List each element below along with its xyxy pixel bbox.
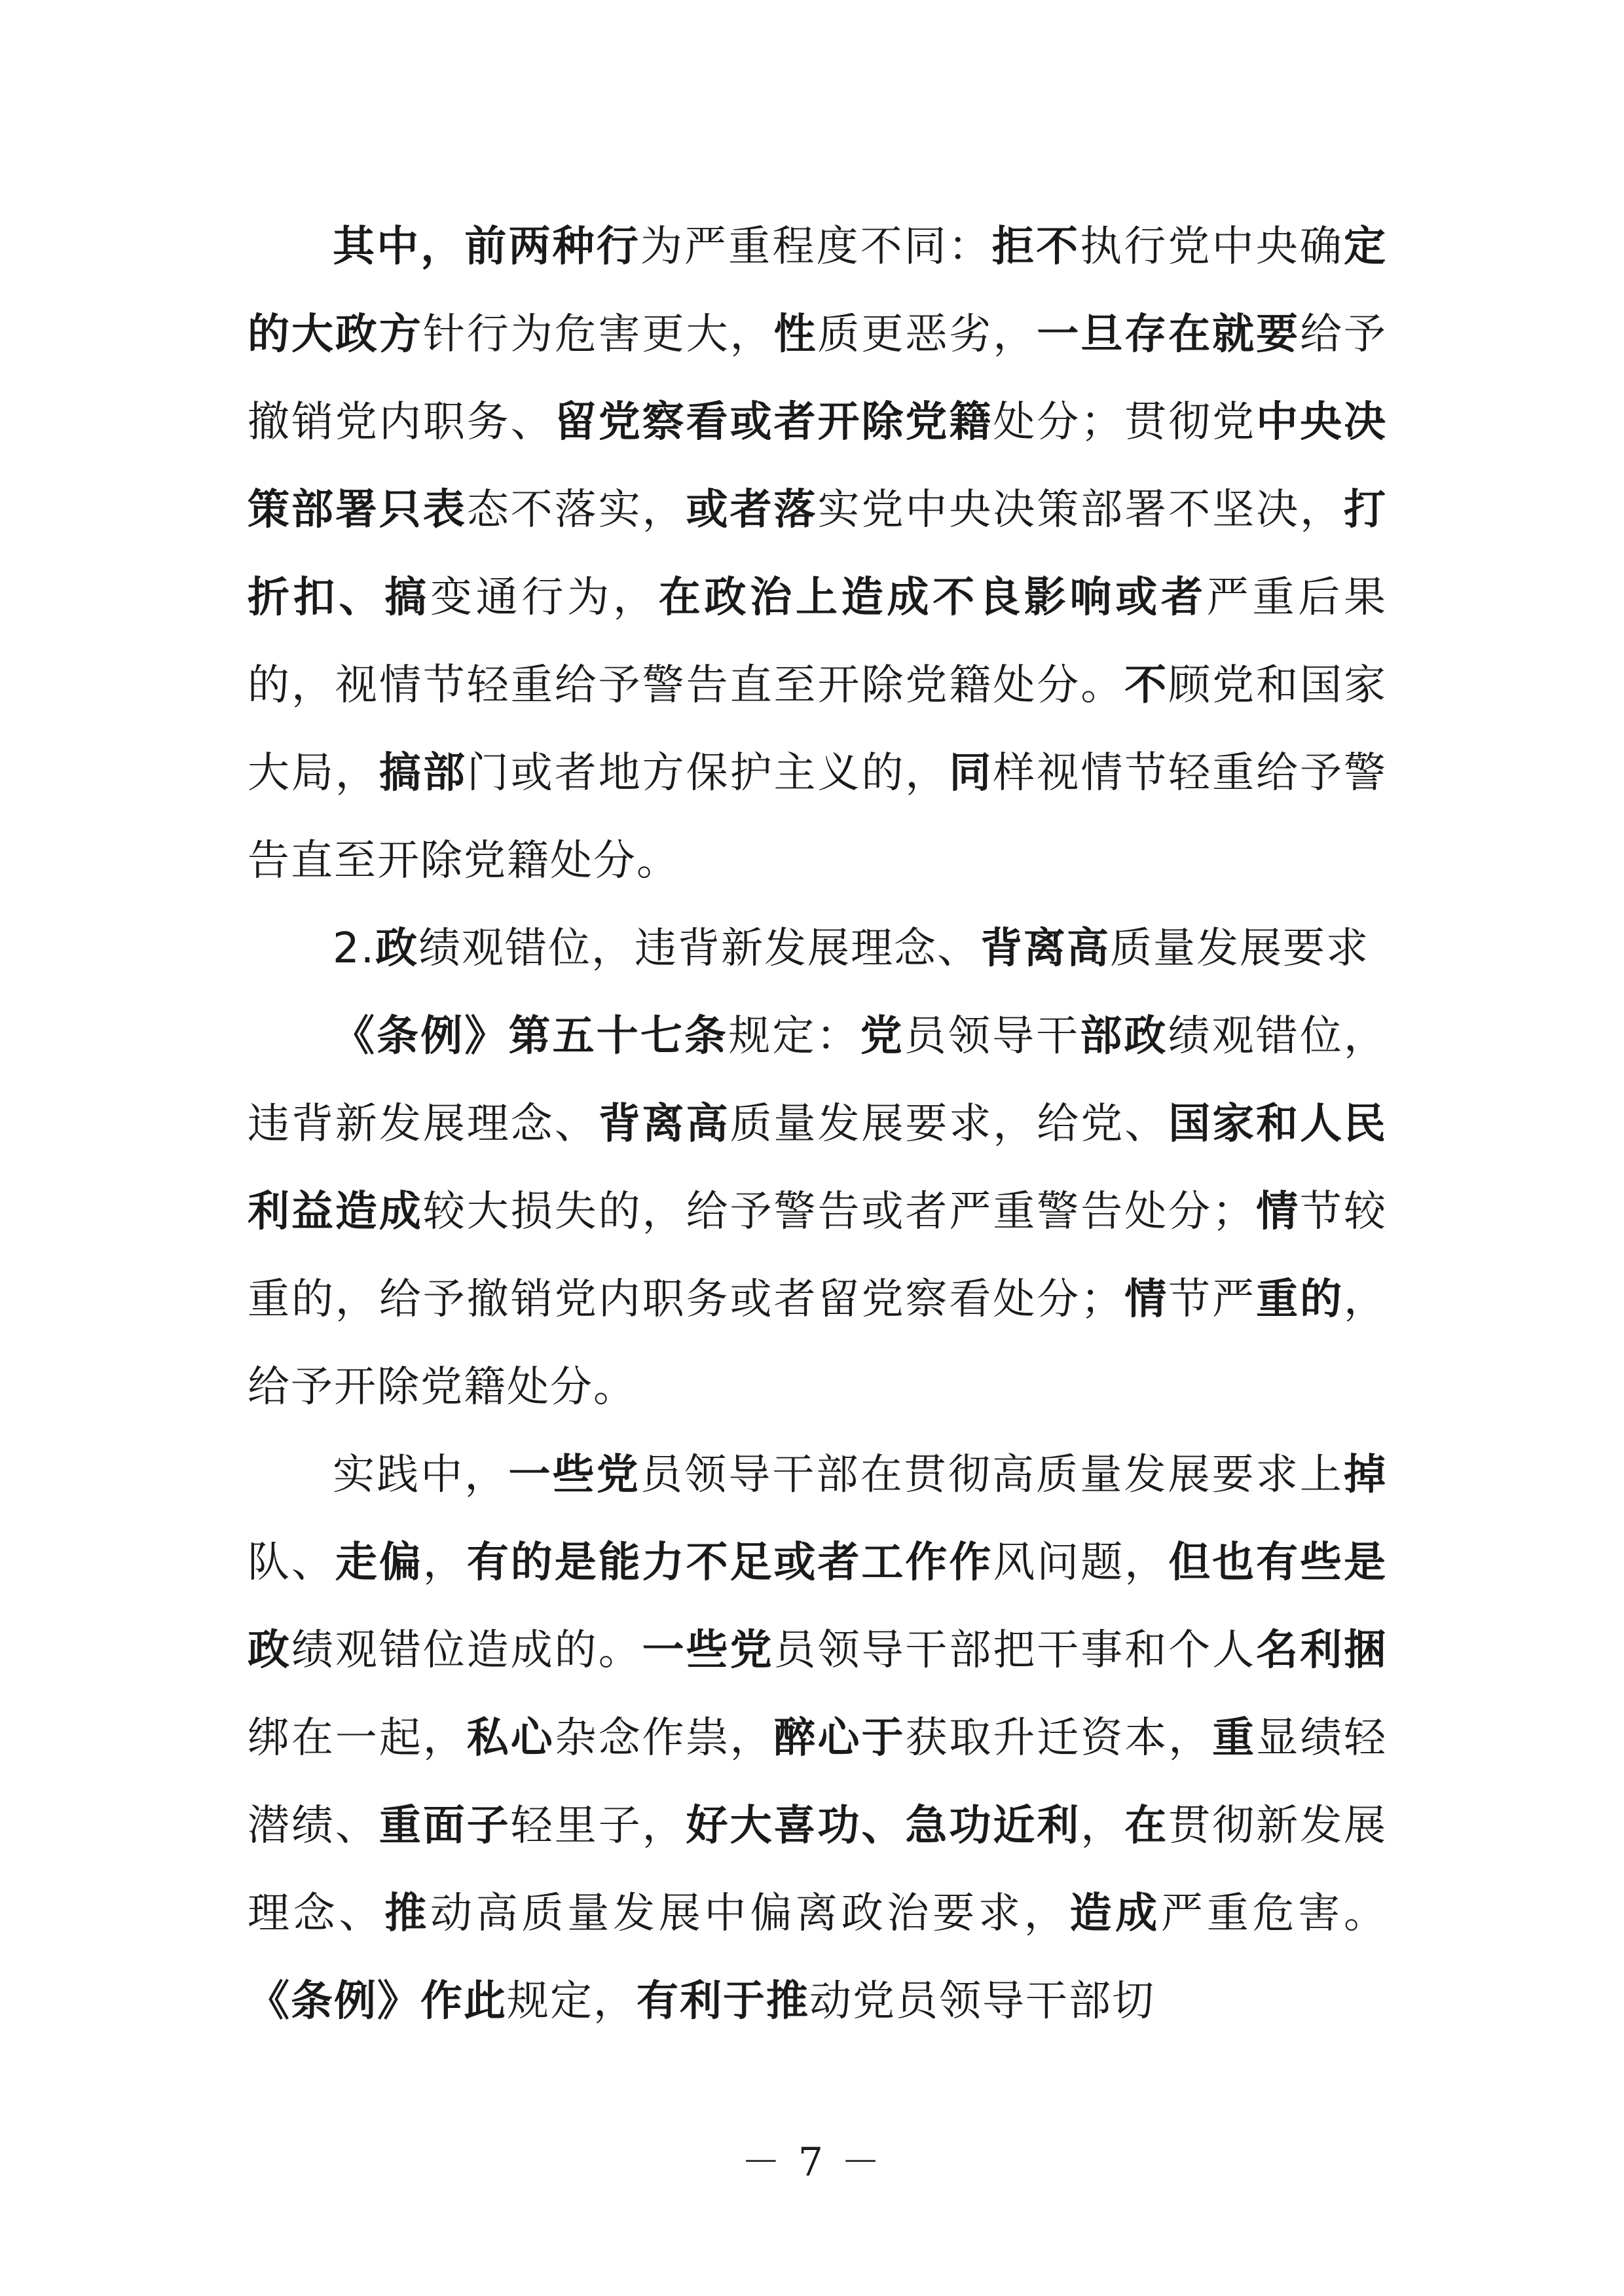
bold-text-run: 造成 [1069, 1889, 1161, 1938]
bold-text-run: 搞部 [378, 749, 467, 797]
bold-text-run: 不 [1124, 661, 1169, 710]
text-run: 质量发展要求 [1110, 924, 1370, 973]
text-run: 样视情节轻重给予警告直至开除党籍处分。 [248, 749, 1388, 885]
bold-text-run: 《条例》第五十七条 [333, 1012, 729, 1061]
text-run: 绩观错位，违背新发展理念、 [418, 924, 981, 973]
bold-text-run: 部政 [1080, 1012, 1168, 1061]
bold-text-run: 一些党 [508, 1451, 640, 1499]
bold-text-run: 其中，前两种行 [333, 223, 640, 271]
text-run: 顾党和国家大局， [248, 661, 1388, 797]
text-run: 节较重的，给予撤销党内职务或者留党察看处分； [248, 1188, 1388, 1324]
bold-text-run: 定的大政方 [248, 223, 1388, 359]
text-run: 贯彻新发展理念、 [248, 1802, 1388, 1938]
bold-text-run: 背离高 [598, 1100, 730, 1148]
text-run: 动党员领导干部切 [809, 1977, 1155, 2026]
text-run: 节严 [1168, 1275, 1257, 1324]
paragraph-2-subheading [248, 905, 1387, 993]
bold-text-run: 情 [1255, 1188, 1301, 1236]
paragraph-4 [248, 1431, 1387, 2045]
text-run: 规定， [507, 1977, 637, 2026]
bold-text-run: 拒不 [991, 223, 1080, 271]
bold-text-run: 在 [1124, 1802, 1169, 1850]
text-run: 变通行为， [430, 574, 659, 622]
bold-text-run: 打折扣、搞 [248, 486, 1388, 622]
bold-text-run: 有的是能力不足或者工作作 [466, 1539, 993, 1587]
bold-text-run: 党 [860, 1012, 904, 1061]
bold-text-run: 私心 [466, 1714, 555, 1762]
text-run: 质更恶劣， [817, 310, 1037, 359]
text-run: 为严重程度不同： [640, 223, 992, 271]
text-run: 获取升迁资本， [905, 1714, 1213, 1762]
bold-text-run: 一旦存在就要 [1037, 310, 1301, 359]
text-run: ， [422, 1539, 467, 1587]
text-run: 2. [333, 924, 376, 973]
bold-text-run: 好大喜功、急功近利 [686, 1802, 1081, 1850]
bold-text-run: 性 [773, 310, 818, 359]
text-run: 绑在一起， [248, 1714, 467, 1762]
bold-text-run: 醉心于 [773, 1714, 906, 1762]
bold-text-run: 重面子 [378, 1802, 511, 1850]
text-run: 质量发展要求，给党、 [729, 1100, 1169, 1148]
text-run: 实党中央决策部署不坚决， [817, 486, 1344, 534]
bold-text-run: 掉 [1344, 1451, 1388, 1499]
text-run: 动高质量发展中偏离政治要求， [430, 1889, 1070, 1938]
bold-text-run: 但也有些是政 [248, 1539, 1388, 1675]
text-run: 风问题， [993, 1539, 1169, 1587]
text-run: 处分；贯彻党 [993, 398, 1257, 446]
bold-text-run: 或者落 [686, 486, 818, 534]
bold-text-run: 中央决策部署只表 [248, 398, 1388, 534]
text-run: 绩观错位造成的。 [291, 1626, 642, 1675]
bold-text-run: 重的 [1256, 1275, 1344, 1324]
text-run: 给予撤销党内职务、 [248, 310, 1388, 446]
text-run: 队、 [248, 1539, 335, 1587]
paragraph-1 [248, 203, 1387, 905]
bold-text-run: 国家和人民利益造成 [248, 1100, 1388, 1236]
bold-text-run: 背离高 [980, 924, 1111, 973]
text-run: 态不落实， [466, 486, 686, 534]
text-run: 绩观错位，违背新发展理念、 [248, 1012, 1388, 1148]
paragraph-3 [248, 993, 1387, 1431]
bold-text-run: 《条例》作此 [248, 1977, 507, 2026]
text-run: ， [1080, 1802, 1125, 1850]
page-number: － 7 － [741, 2140, 883, 2185]
text-run: 实践中， [333, 1451, 509, 1499]
text-run: 显绩轻潜绩、 [248, 1714, 1388, 1850]
text-run: 规定： [728, 1012, 860, 1061]
text-run: 员领导干 [904, 1012, 1080, 1061]
text-run: 较大损失的，给予警告或者严重警告处分； [422, 1188, 1256, 1236]
text-run: 员领导干部在贯彻高质量发展要求上 [640, 1451, 1344, 1499]
bold-text-run: 留党察看或者开除党籍 [554, 398, 993, 446]
bold-text-run: 同 [949, 749, 993, 797]
text-run: 杂念作祟， [554, 1714, 774, 1762]
text-run: ，给予开除党籍处分。 [248, 1275, 1388, 1412]
text-run: 员领导干部把干事和个人 [773, 1626, 1257, 1675]
bold-text-run: 名利捆 [1256, 1626, 1388, 1675]
text-run: 轻里子， [510, 1802, 686, 1850]
document-body [248, 203, 1387, 2045]
bold-text-run: 重 [1212, 1714, 1257, 1762]
text-run: 针行为危害更大， [422, 310, 774, 359]
bold-text-run: 一些党 [642, 1626, 774, 1675]
bold-text-run: 有利于推 [637, 1977, 809, 2026]
bold-text-run: 情 [1124, 1275, 1169, 1324]
text-run: 门或者地方保护主义的， [466, 749, 950, 797]
text-run: 严重危害。 [1161, 1889, 1387, 1938]
bold-text-run: 政 [375, 924, 419, 973]
bold-text-run: 在政治上造成不良影响或者 [658, 574, 1207, 622]
bold-text-run: 推 [384, 1889, 430, 1938]
text-run: 严重后果的，视情节轻重给予警告直至开除党籍处分。 [248, 574, 1387, 710]
bold-text-run: 走偏 [335, 1539, 423, 1587]
text-run: 执行党中央确 [1080, 223, 1344, 271]
